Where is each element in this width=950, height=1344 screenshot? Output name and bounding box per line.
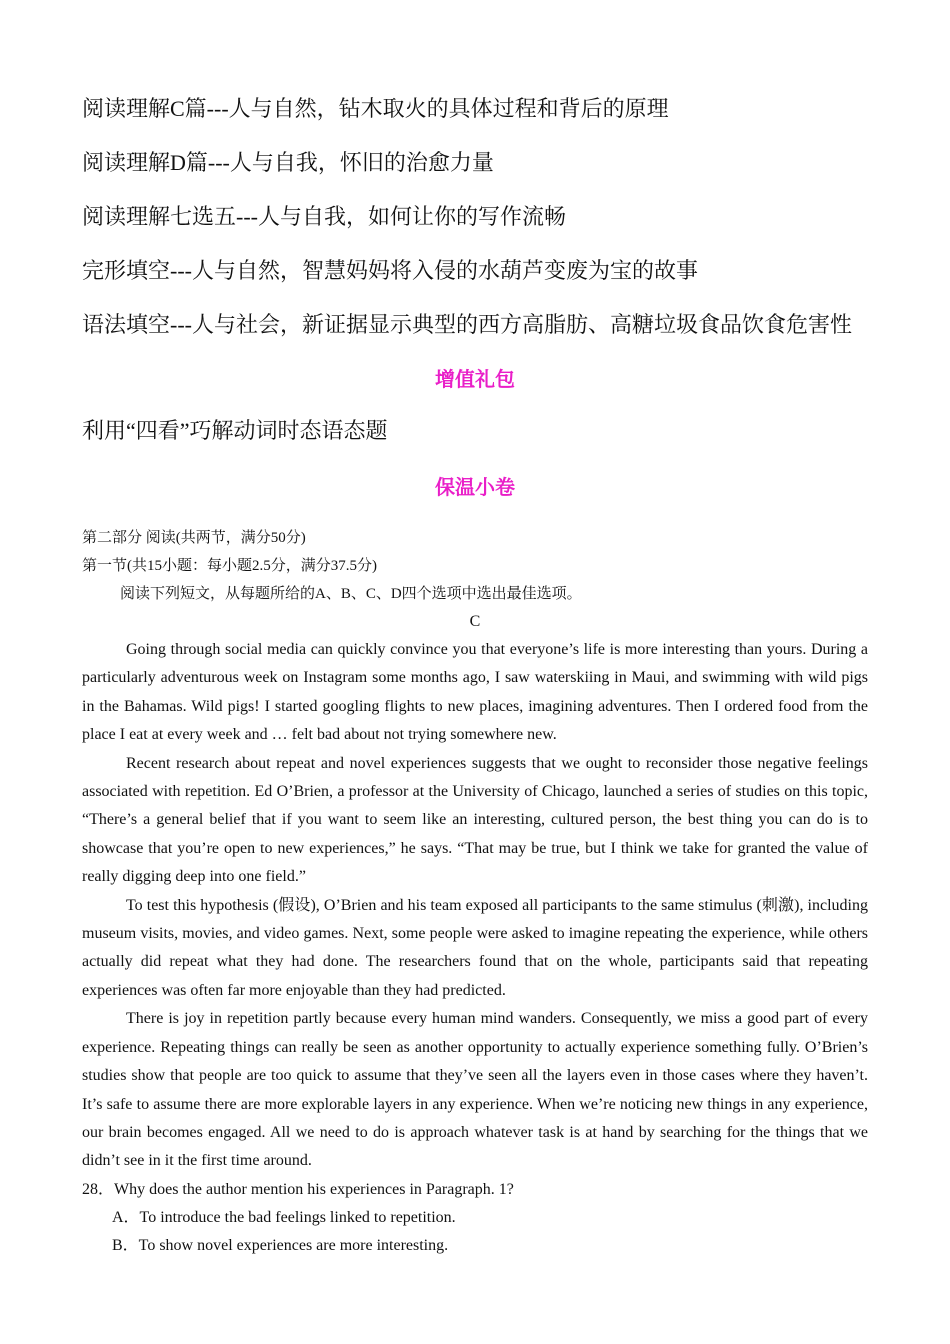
topic-reading-c: 阅读理解C篇---人与自然，钻木取火的具体过程和背后的原理 [82, 96, 669, 121]
option-a: A．To introduce the bad feelings linked to repetition. [112, 1208, 456, 1226]
paragraph-4: There is joy in repetition partly because every human mind wanders. Consequently, we miss a good part of every experience. Repeating things can really be seen as another opportunity to actually experience something fully. O’Brien’s studies show that people are too quick to assume that they’ve seen all the layers even in those cases where they haven’t. It’s safe to assume there are more explorable layers in any experience. When we’re noticing new things in any experience, our brain becomes engaged. All we need to do is approach whatever task is at hand by searching for the things that we didn’t see in it the first time around. [82, 1010, 868, 1170]
topic-cloze: 完形填空---人与自然，智慧妈妈将入侵的水葫芦变废为宝的故事 [82, 258, 698, 283]
bonus-heading: 增值礼包 [435, 367, 515, 391]
topic-reading-d: 阅读理解D篇---人与自我，怀旧的治愈力量 [82, 150, 494, 175]
part-title: 第二部分 阅读(共两节，满分50分) [82, 530, 306, 546]
paragraph-3: To test this hypothesis (假设), O’Brien and his team exposed all participants to the same stimulus (刺激), including museum visits, movies, and video games. Next, some people were asked to imagine repeating the experience, while others actually did repeat what they had done. The researchers found that on the whole, participants said that repeating experiences was often far more enjoyable than they had predicted. [82, 896, 868, 999]
instruction: 阅读下列短文，从每题所给的A、B、C、D四个选项中选出最佳选项。 [120, 586, 582, 602]
paragraph-1: Going through social media can quickly convince you that everyone’s life is more interesting than yours. During a particularly adventurous week on Instagram some months ago, I saw waterskiing in Maui, and swimming with wild pigs in the Bahamas. Wild pigs! I started googling flights to new places, imagining adventures. Then I ordered food from the place I eat at every week and … felt bad about not trying somewhere new. [82, 641, 868, 744]
quiz-heading: 保温小卷 [435, 475, 515, 499]
bonus-item: 利用“四看”巧解动词时态语态题 [82, 418, 388, 443]
paragraph-2: Recent research about repeat and novel experiences suggests that we ought to reconsider those negative feelings associated with repetition. Ed O’Brien, a professor at the University of Chicago, launched a series of studies on this topic, “There’s a general belief that if you want to seem like an interesting, cultured person, the best thing you can do is to showcase that you’re open to new experiences,” he says. “That may be true, but I think we take for granted the value of really digging deep into one field.” [82, 754, 868, 886]
question-28: 28．Why does the author mention his experiences in Paragraph. 1? [82, 1180, 514, 1198]
section-title: 第一节(共15小题：每小题2.5分，满分37.5分) [82, 558, 377, 574]
topic-seven-choose-five: 阅读理解七选五---人与自我，如何让你的写作流畅 [82, 204, 566, 229]
passage-letter: C [469, 613, 481, 630]
topic-grammar-fill: 语法填空---人与社会，新证据显示典型的西方高脂肪、高糖垃圾食品饮食危害性 [82, 312, 852, 337]
document-page [82, 94, 868, 1260]
option-b: B．To show novel experiences are more interesting. [112, 1236, 449, 1254]
